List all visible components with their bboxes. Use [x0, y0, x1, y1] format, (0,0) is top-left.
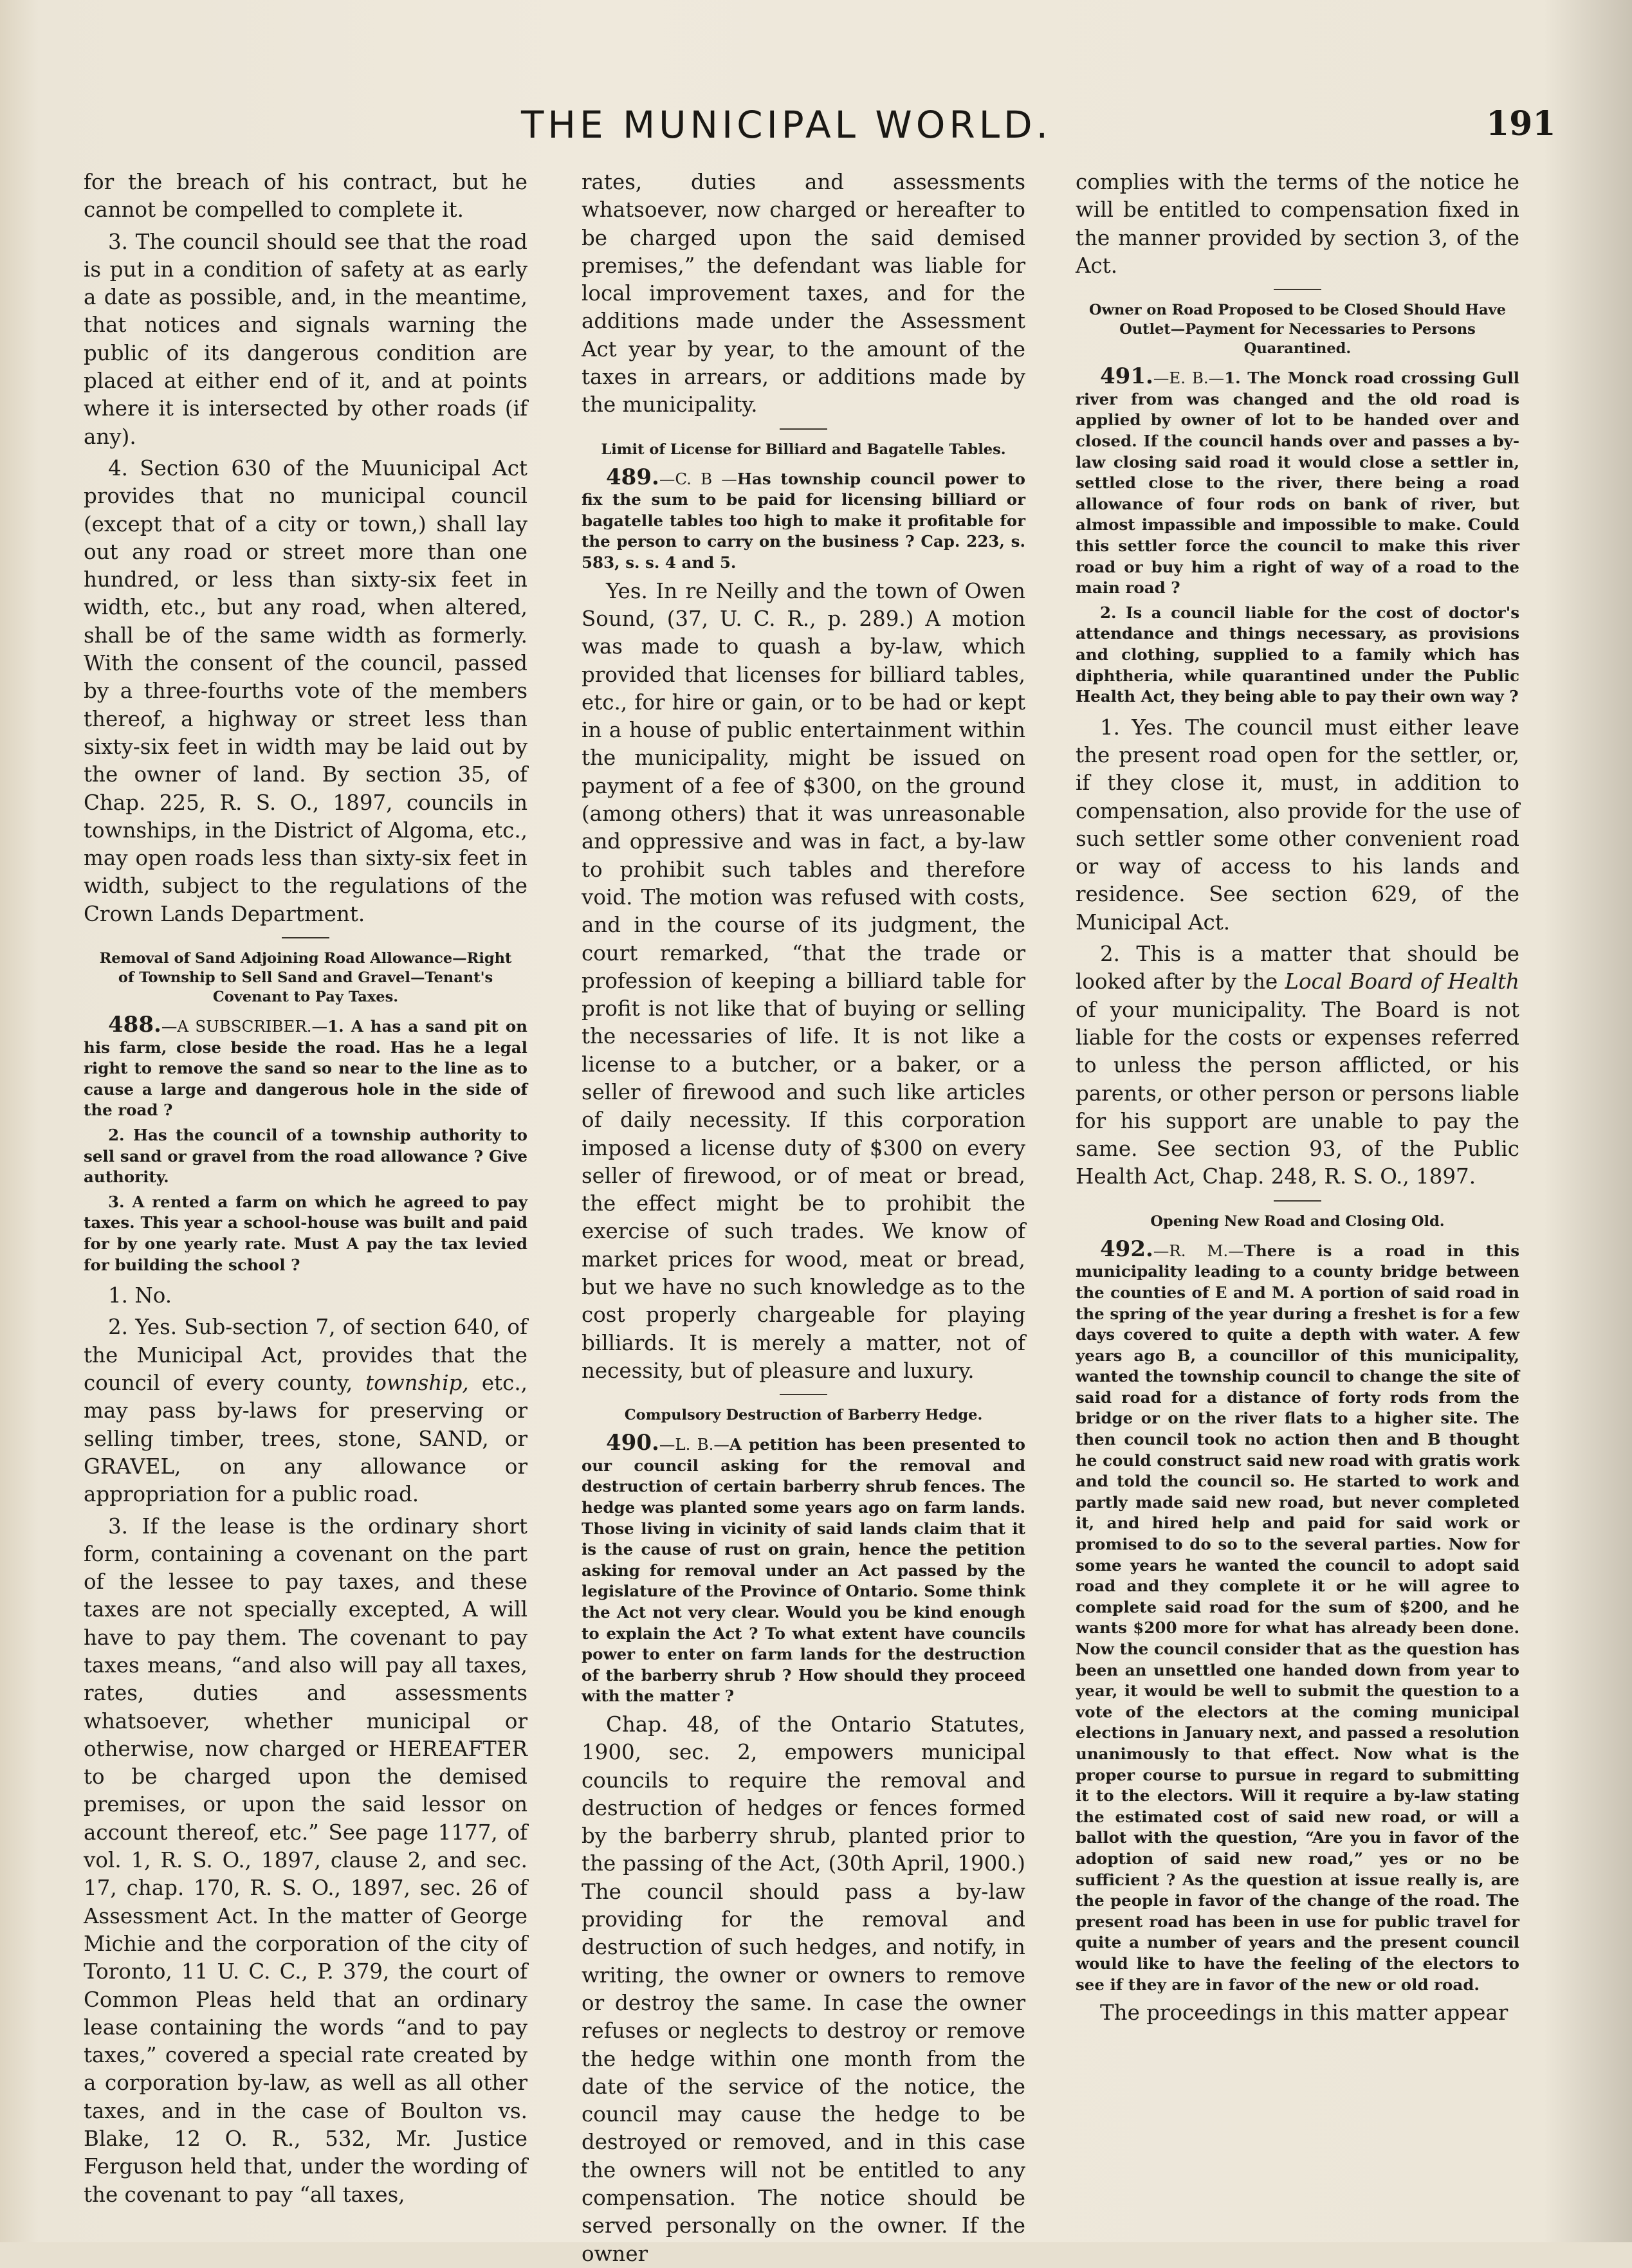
italic-term: Local Board of Health: [1285, 969, 1519, 994]
answer-paragraph: Yes. In re Neilly and the town of Owen Sound, (37, U. C. R., p. 289.) A motion was made to quash a by-law, which provided that licenses for billiard tables, etc., for hire or gain, or to be had or kept in a house of public entertainment within the municipality, might be issued on payment of a fee of $300, on the ground (among others) that it was unreasonable and oppressive and was in fact, a by-law to prohibit such tables and therefore void. The motion was refused with costs, and in the course of its judgment, the court remarked, “that the trade or profession of keeping a billiard table for profit is not like that of buying or selling the necessaries of life. It is not like a license to a butcher, or a baker, or a seller of firewood and such like articles of daily necessity. If this corporation imposed a license duty of $300 on every seller of firewood, or of meat or bread, the effect might be to prohibit the exercise of such trades. We know of market prices for wood, meat or bread, but we have no such knowledge as to the cost properly chargeable for playing billiards. It is merely a matter, not of necessity, but of pleasure and luxury.: [582, 578, 1025, 1383]
column-3: [1076, 169, 1519, 2188]
answer-text: 2. Yes. Sub-section 7, of section 640, of the Municipal Act, provides that the council of every county,: [84, 1315, 527, 1396]
question-text: 2. Is a council liable for the cost of doctor's attendance and things necessary, as provisions and clothing, supplied to a family which has diphtheria, while quarantined under the Public Health Act, they being able to pay their own way ?: [1076, 603, 1519, 706]
question-text: A petition has been presented to our council asking for the removal and destruction of certain barberry shrub fences. The hedge was planted some years ago on farm lands. Those living in vicinity of said lands claim that it is the cause of rust on grain, hence the petition asking for removal under an Act passed by the legislature of the Province of Ontario. Some think the Act not very clear. Would you be kind enough to explain the Act ? To what extent have councils power to enter on farm lands for the destruction of the barberry shrub ? How should they proceed with the matter ?: [582, 1435, 1026, 1706]
column-1: [84, 169, 527, 2207]
paragraph: complies with the terms of the notice he will be entitled to compensation fixed in the manner provided by section 3, of the Act.: [1076, 170, 1519, 278]
section-heading: Compulsory Destruction of Barberry Hedge.: [624, 1407, 983, 1424]
question-text: Has township council power to fix the sum to be paid for licensing billiard or bagatelle tables too high to make it profitable for the person to carry on the business ? Cap. 223, s. 583, s. s. 4 and 5.: [582, 469, 1025, 572]
section-heading: Opening New Road and Closing Old.: [1150, 1212, 1445, 1230]
question-491: [1076, 363, 1519, 599]
question-number: 489.: [606, 464, 659, 490]
question-author: —E. B.—: [1153, 369, 1225, 388]
section-divider: [282, 937, 329, 938]
question-492: [1076, 1236, 1519, 1995]
question-number: 490.: [606, 1430, 659, 1456]
question-text: 2. Has the council of a township authority to sell sand or gravel from the road allowance ? Give authority.: [84, 1125, 527, 1187]
question-489: [582, 464, 1025, 574]
answer-text: of your municipality. The Board is not liable for the costs or expenses referred to unless the person afflicted, or his parents, or other person or persons liable for his support are unable to pay the same. See section 93, of the Public Health Act, Chap. 248, R. S. O., 1897.: [1076, 997, 1519, 1189]
paragraph: rates, duties and assessments whatsoever, now charged or hereafter to be charged upon the said demised premises,” the defendant was liable for local improvement taxes, and for the additions made under the Assessment Act year by year, to the amount of the taxes in arrears, or additions made by the municipality.: [582, 170, 1025, 417]
section-heading: Owner on Road Proposed to be Closed Should Have Outlet—Payment for Necessaries to Persons Quarantined.: [1089, 302, 1506, 358]
column-2: [582, 169, 1026, 2266]
italic-term: township,: [365, 1371, 469, 1396]
answer-paragraph: [84, 1313, 527, 1508]
question-author: —L. B.—: [659, 1435, 729, 1454]
section-heading: Limit of License for Billiard and Bagatelle Tables.: [601, 441, 1006, 458]
question-490: [582, 1432, 1025, 1707]
answer-paragraph: The proceedings in this matter appear: [1100, 2000, 1508, 2026]
question-author: —C. B —: [659, 469, 737, 488]
page-header: [0, 103, 1632, 148]
question-author: —R. M.—: [1153, 1241, 1244, 1260]
question-number: 488.: [108, 1012, 161, 1038]
section-heading: Removal of Sand Adjoining Road Allowance—Right of Township to Sell Sand and Gravel—Tenant's Covenant to Pay Taxes.: [99, 950, 512, 1006]
answer-paragraph: 1. Yes. The council must either leave the present road open for the settler, or, if they close it, must, in addition to compensation, also provide for the use of such settler some other convenient road or way of access to his lands and residence. See section 629, of the Municipal Act.: [1076, 715, 1519, 935]
question-number: 491.: [1100, 363, 1153, 390]
answer-paragraph: 1. No.: [108, 1283, 172, 1308]
answer-text: etc., may pass by-laws for preserving or selling timber, trees, stone, SAND, or GRAVEL, on any allowance or appropriation for a public road.: [84, 1371, 527, 1507]
question-text: 1. A has a sand pit on his farm, close beside the road. Has he a legal right to remove the sand so near to the line as to cause a large and dangerous hole in the side of the road ?: [84, 1017, 527, 1120]
paragraph: 4. Section 630 of the Muunicipal Act provides that no municipal council (except that of a city or town,) shall lay out any road or street more than one hundred, or less than sixty-six feet in width, etc., but any road, when altered, shall be of the same width as formerly. With the consent of the council, passed by a three-fourths vote of the members thereof, a highway or street less than sixty-six feet in width may be laid out by the owner of land. By section 35, of Chap. 225, R. S. O., 1897, councils in townships, in the District of Algoma, etc., may open roads less than sixty-six feet in width, subject to the regulations of the Crown Lands Department.: [84, 455, 527, 926]
question-text: 1. The Monck road crossing Gull river from was changed and the old road is applied by owner of lot to be handed over and closed. If the council hands over and passes a by-law closing said road it would close a settler in, settled close to the river, there being a road allowance of four rods on bank of river, but almost impassible and impossible to make. Could this settler force the council to make this river road or buy him a right of way of a road to the main road ?: [1076, 369, 1519, 598]
paragraph: 3. The council should see that the road is put in a condition of safety at as early a date as possible, and, in the meantime, that notices and signals warning the public of its dangerous condition are placed at either end of it, and at points where it is intersected by other roads (if any).: [84, 229, 527, 449]
answer-paragraph: [1076, 940, 1519, 1191]
question-number: 492.: [1100, 1236, 1153, 1262]
page-title: THE MUNICIPAL WORLD.: [521, 103, 1052, 147]
question-text: 3. A rented a farm on which he agreed to pay taxes. This year a school-house was built and paid for by one yearly rate. Must A pay the tax levied for building the school ?: [84, 1192, 527, 1274]
question-text: There is a road in this municipality leading to a county bridge between the counties of E and M. A portion of said road in the spring of the year during a freshet is for a few days covered to quite a depth with water. A few years ago B, a councillor of this municipality, wanted the township council to change the site of said road for a distance of forty rods from the bridge or on the river flats to a higher site. The then council took no action then and B thought he could construct said new road with gratis work and told the council so. He started to work and partly made said new road, but never completed it, and hired help and paid for said work or promised to do so to the several parties. Now for some years he wanted the council to adopt said road and they complete it or he will agree to complete said road for the sum of $200, and he wants $200 more for what has already been done. Now the council consider that as the question has been an unsettled one handed down from year to year, it would be well to submit the question to a vote of the electors at the coming municipal elections in January next, and passed a resolution unanimously to that effect. Now what is the proper course to pursue in regard to submitting it to the electors. Will it require a by-law stating the estimated cost of said new road, or will a ballot with the question, “Are you in favor of the adoption of said new road,” yes or no be sufficient ? As the question at issue really is, are the people in favor of the change of the road. The present road has been in use for public travel for quite a number of years and the present council would like to have the feeling of the electors to see if they are in favor of the new or old road.: [1076, 1241, 1519, 1994]
paragraph: for the breach of his contract, but he cannot be compelled to complete it.: [84, 170, 527, 223]
section-divider: [1274, 1200, 1321, 1202]
section-divider: [1274, 289, 1321, 290]
section-divider: [780, 1394, 827, 1395]
answer-paragraph: Chap. 48, of the Ontario Statutes, 1900, sec. 2, empowers municipal councils to require the removal and destruction of hedges or fences formed by the barberry shrub, planted prior to the passing of the Act, (30th April, 1900.) The council should pass a by-law providing for the removal and destruction of such hedges, and notify, in writing, the owner or owners to remove or destroy the same. In case the owner refuses or neglects to destroy or remove the hedge within one month from the date of the service of the notice, the council may cause the hedge to be destroyed or removed, and in this case the owners will not be entitled to any compensation. The notice should be served personally on the owner. If the owner: [582, 1712, 1025, 2266]
answer-text: 2. This is a matter that should be looked after by the: [1076, 942, 1519, 994]
section-divider: [780, 428, 827, 430]
page-number: 191: [1486, 104, 1556, 143]
question-488: [84, 1014, 527, 1121]
answer-paragraph: 3. If the lease is the ordinary short form, containing a covenant on the part of the lessee to pay taxes, and these taxes are not specially excepted, A will have to pay them. The covenant to pay taxes means, “and also will pay all taxes, rates, duties and assessments whatsoever, whether municipal or otherwise, now charged or HEREAFTER to be charged upon the demised premises, or upon the said lessor on account thereof, etc.” See page 1177, of vol. 1, R. S. O., 1897, clause 2, and sec. 17, chap. 170, R. S. O., 1897, sec. 26 of Assessment Act. In the matter of George Michie and the corporation of the city of Toronto, 11 U. C. C., P. 379, the court of Common Pleas held that an ordinary lease containing the words “and to pay taxes,” covered a special rate created by a corporation by-law, as well as all other taxes, and in the case of Boulton vs. Blake, 12 O. R., 532, Mr. Justice Ferguson held that, under the wording of the covenant to pay “all taxes,: [84, 1514, 527, 2207]
question-author: —A SUBSCRIBER.—: [161, 1017, 328, 1036]
